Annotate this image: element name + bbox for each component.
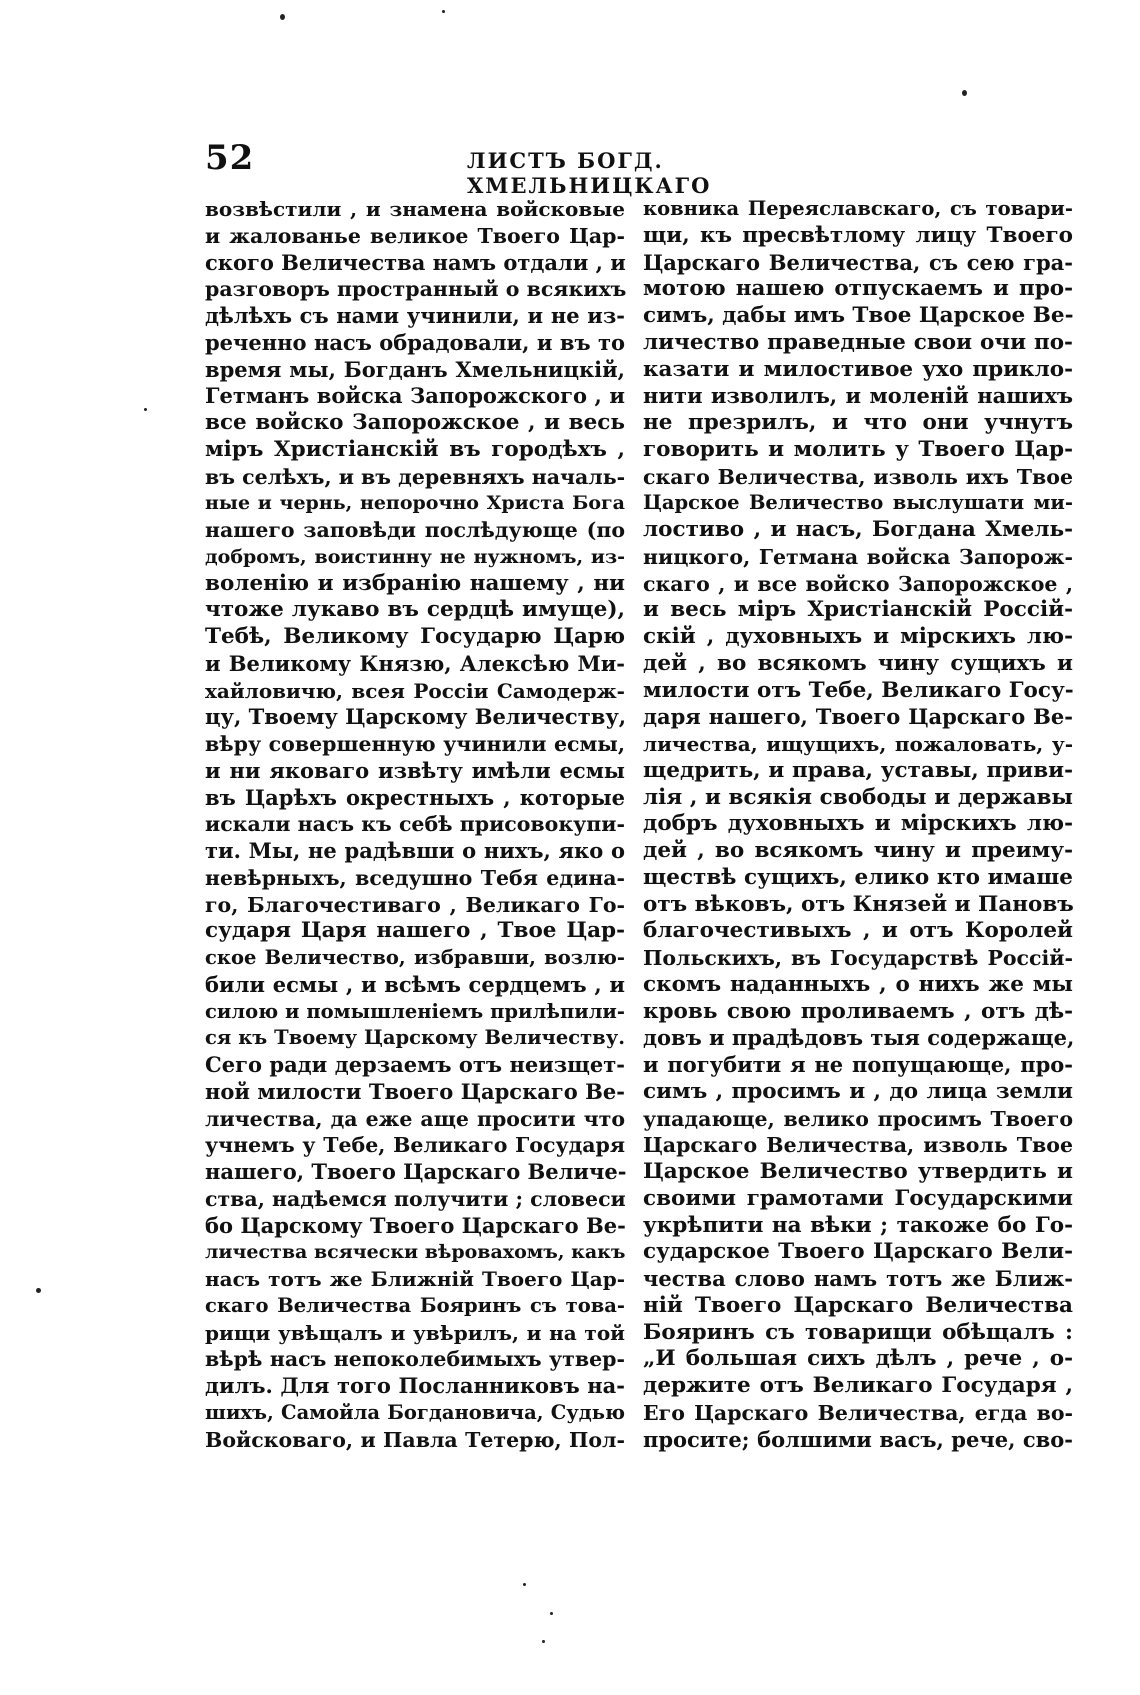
text-line: упадающе, велико просимъ Твоего	[643, 1106, 1073, 1131]
text-line: воленію и избранію нашему , ни	[205, 570, 625, 596]
text-line: ся къ Твоему Царскому Величеству.	[205, 1026, 625, 1050]
text-line: скаго Величества, изволь ихъ Твое	[643, 464, 1073, 489]
text-line: личества, да еже аще просити что	[205, 1106, 625, 1131]
scan-speck	[36, 1288, 41, 1293]
text-line: шихъ, Самойла Богдановича, Судью	[205, 1400, 625, 1424]
text-line: бо Царскому Твоего Царскаго Ве-	[205, 1212, 626, 1238]
running-head: ЛИСТЪ БОГД. ХМЕЛЬНИЦКАГО	[467, 148, 712, 198]
text-line: симъ , просимъ и , до лица земли	[643, 1078, 1073, 1104]
text-line: Царское Величество утвердить и	[643, 1159, 1073, 1184]
text-line: ній Твоего Царскаго Величества	[643, 1292, 1073, 1318]
text-line: Сего ради дерзаемъ отъ неизщет-	[205, 1052, 625, 1077]
text-line: кровь свою проливаемъ , отъ дѣ-	[643, 998, 1073, 1024]
text-line: скаго Величества Бояринъ съ това-	[205, 1293, 625, 1317]
text-line: и весь міръ Христіанскій Россій-	[643, 597, 1073, 623]
text-line: го, Благочестиваго , Великаго Го-	[205, 892, 625, 917]
text-line: вѣрѣ насъ непоколебимыхъ утвер-	[205, 1347, 625, 1372]
text-line: Царскаго Величества, изволь Твое	[643, 1133, 1073, 1158]
scan-speck	[550, 1612, 553, 1615]
scan-speck	[962, 90, 967, 96]
text-line: нашего, Твоего Царскаго Величе-	[205, 1159, 627, 1184]
right-text-column	[643, 196, 1073, 1453]
text-line: учнемъ у Тебе, Великаго Государя	[205, 1133, 625, 1158]
text-line: ти. Мы, не радѣвши о нихъ, яко о	[205, 838, 625, 863]
text-line: скомъ наданныхъ , о нихъ же мы	[643, 971, 1073, 997]
text-line: вѣру совершенную учинили есмы,	[205, 732, 625, 756]
text-line: личества всячески вѣровахомъ, какъ	[205, 1241, 626, 1264]
text-line: лостиво , и насъ, Богдана Хмель-	[643, 517, 1073, 542]
left-text-column	[205, 196, 625, 1453]
text-line: довъ и прадѣдовъ тыя содержаще,	[643, 1025, 1075, 1051]
text-line: искали насъ къ себѣ присовокупи-	[205, 812, 625, 837]
text-line: ского Величества намъ отдали , и	[205, 249, 626, 275]
text-line: скаго , и все войско Запорожское ,	[643, 571, 1073, 596]
text-line: нашего заповѣди послѣдующе (по	[205, 518, 625, 542]
text-line: возвѣстили , и знамена войсковые	[205, 197, 625, 221]
text-line: личества, ищущихъ, пожаловать, у-	[643, 732, 1073, 756]
text-line: дей , во всякомъ чину сущихъ и	[643, 650, 1073, 676]
text-line: сударя Царя нашего , Твое Цар-	[205, 918, 625, 944]
text-line: Тебѣ, Великому Государю Царю	[205, 624, 625, 649]
text-line: Гетманъ войска Запорожского , и	[205, 383, 625, 409]
page-number: 52	[205, 138, 255, 178]
text-line: время мы, Богданъ Хмельницкій,	[205, 356, 625, 382]
text-line: сударское Твоего Царскаго Вели-	[643, 1239, 1073, 1265]
text-line: „И большая сихъ дѣлъ , рече , о-	[643, 1346, 1073, 1372]
text-line: не презрилъ, и что они учнутъ	[643, 410, 1073, 435]
text-line: въ селѣхъ, и въ деревняхъ началь-	[205, 464, 626, 489]
text-line: разговоръ пространный о всякихъ	[205, 277, 627, 302]
text-line: ства, надѣемся получити ; словеси	[205, 1186, 626, 1211]
text-line: дѣлѣхъ съ нами учинили, и не из-	[205, 303, 625, 328]
scan-speck	[442, 10, 445, 13]
text-line: личество праведные свои очи по-	[643, 329, 1073, 355]
scan-speck	[144, 408, 147, 411]
text-line: добръ духовныхъ и мірскихъ лю-	[643, 811, 1073, 837]
text-line: и Великому Князю, Алексѣю Ми-	[205, 650, 625, 676]
text-line: рищи увѣщалъ и увѣрилъ, и на той	[205, 1320, 625, 1345]
text-line: Его Царскаго Величества, егда во-	[643, 1400, 1073, 1425]
text-line: били есмы , и всѣмъ сердцемъ , и	[205, 971, 625, 997]
text-line: ницкого, Гетмана войска Запорож-	[643, 544, 1073, 569]
text-line: хайловичю, всея Россіи Самодерж-	[205, 678, 625, 703]
text-line: ществѣ сущихъ, елико кто имаше	[643, 864, 1073, 890]
text-line: щи, къ пресвѣтлому лицу Твоего	[643, 222, 1073, 248]
text-line: Царское Величество выслушати ми-	[643, 491, 1073, 515]
text-line: отъ вѣковъ, отъ Князей и Пановъ	[643, 891, 1074, 917]
text-line: ское Величество, избравши, возлю-	[205, 946, 625, 969]
text-line: укрѣпити на вѣки ; такоже бо Го-	[643, 1212, 1073, 1238]
text-line: говорить и молить у Твоего Цар-	[643, 436, 1073, 462]
text-line: ковника Переяславскаго, съ товари-	[643, 197, 1073, 220]
text-line: ной милости Твоего Царскаго Ве-	[205, 1078, 625, 1104]
text-line: симъ, дабы имъ Твое Царское Ве-	[643, 303, 1074, 328]
text-line: ные и чернь, непорочно Христа Бога	[205, 492, 625, 515]
text-line: милости отъ Тебе, Великаго Госу-	[643, 677, 1074, 703]
text-line: благочестивыхъ , и отъ Королей	[643, 918, 1073, 944]
scan-speck	[542, 1640, 545, 1643]
text-line: казати и милостивое ухо прикло-	[643, 356, 1073, 382]
text-line: щедрить, и права, уставы, приви-	[643, 757, 1073, 783]
text-line: и жалованье великое Твоего Цар-	[205, 223, 625, 248]
text-line: лія , и всякія свободы и державы	[643, 784, 1073, 810]
text-line: просите; болшими васъ, рече, сво-	[643, 1426, 1073, 1452]
text-line: дей , во всякомъ чину и преиму-	[643, 838, 1073, 863]
text-line: держите отъ Великаго Государя ,	[643, 1373, 1073, 1398]
text-line: реченно насъ обрадовали, и въ то	[205, 329, 625, 355]
text-line: дилъ. Для того Посланниковъ на-	[205, 1373, 625, 1398]
text-line: даря нашего, Твоего Царскаго Ве-	[643, 704, 1073, 730]
text-line: все войско Запорожское , и весь	[205, 410, 625, 435]
text-line: мотою нашею отпускаемъ и про-	[643, 276, 1073, 302]
page-header	[205, 138, 805, 198]
text-line: своими грамотами Государскими	[643, 1185, 1073, 1211]
text-line: невѣрныхъ, вседушно Тебя едина-	[205, 865, 625, 890]
text-line: Царскаго Величества, съ сею гра-	[643, 249, 1073, 275]
text-line: силою и помышленіемъ прилѣпили-	[205, 999, 625, 1023]
text-line: міръ Христіанскій въ городѣхъ ,	[205, 436, 625, 462]
text-line: нити изволилъ, и моленій нашихъ	[643, 383, 1073, 409]
scan-speck	[280, 14, 285, 20]
text-line: Бояринъ съ товарищи обѣщалъ :	[643, 1319, 1073, 1345]
text-line: Польскихъ, въ Государствѣ Россій-	[643, 946, 1073, 970]
text-line: и ни яковаго извѣту имѣли есмы	[205, 757, 625, 783]
text-line: насъ тотъ же Ближній Твоего Цар-	[205, 1267, 625, 1291]
text-line: Войсковаго, и Павла Тетерю, Пол-	[205, 1427, 625, 1452]
text-line: въ Царѣхъ окрестныхъ , которые	[205, 784, 625, 810]
text-line: добромъ, воистинну не нужномъ, из-	[205, 545, 625, 568]
text-line: чества слово намъ тотъ же Ближ-	[643, 1266, 1073, 1291]
text-line: и погубити я не попущающе, про-	[643, 1052, 1073, 1077]
scan-speck	[523, 1583, 526, 1586]
text-line: скій , духовныхъ и мірскихъ лю-	[643, 624, 1073, 649]
text-line: цу, Твоему Царскому Величеству,	[205, 704, 627, 730]
text-line: чтоже лукаво въ сердцѣ имуще),	[205, 597, 625, 623]
